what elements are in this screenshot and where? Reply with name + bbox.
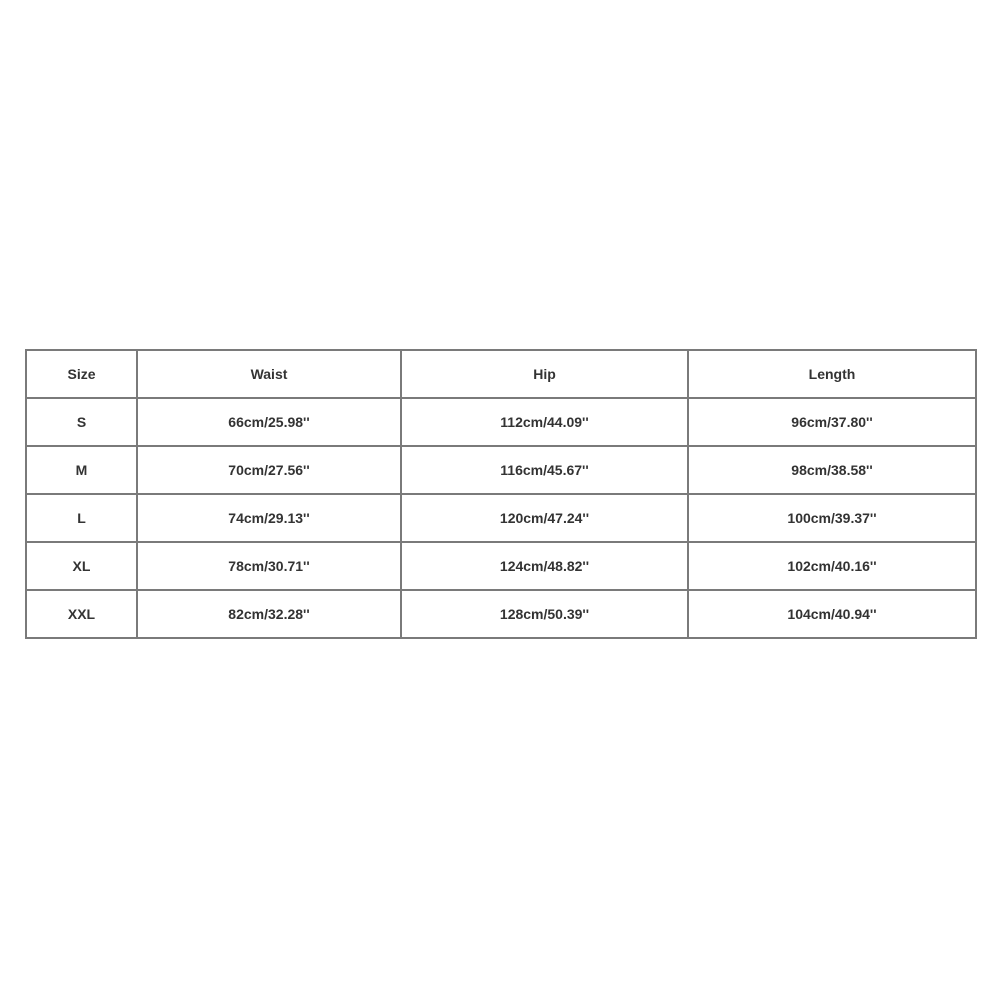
waist-cell: 70cm/27.56''	[137, 446, 401, 494]
hip-cell: 128cm/50.39''	[401, 590, 688, 638]
header-size: Size	[26, 350, 137, 398]
size-cell: XXL	[26, 590, 137, 638]
table-row	[26, 590, 976, 638]
waist-cell: 78cm/30.71''	[137, 542, 401, 590]
waist-cell: 82cm/32.28''	[137, 590, 401, 638]
size-chart-table	[25, 349, 977, 639]
hip-cell: 112cm/44.09''	[401, 398, 688, 446]
table-header-row	[26, 350, 976, 398]
hip-cell: 120cm/47.24''	[401, 494, 688, 542]
waist-cell: 66cm/25.98''	[137, 398, 401, 446]
length-cell: 96cm/37.80''	[688, 398, 976, 446]
header-waist: Waist	[137, 350, 401, 398]
header-hip: Hip	[401, 350, 688, 398]
table-row	[26, 494, 976, 542]
size-cell: L	[26, 494, 137, 542]
waist-cell: 74cm/29.13''	[137, 494, 401, 542]
size-cell: S	[26, 398, 137, 446]
size-cell: M	[26, 446, 137, 494]
header-length: Length	[688, 350, 976, 398]
length-cell: 104cm/40.94''	[688, 590, 976, 638]
hip-cell: 124cm/48.82''	[401, 542, 688, 590]
table-row	[26, 446, 976, 494]
hip-cell: 116cm/45.67''	[401, 446, 688, 494]
length-cell: 98cm/38.58''	[688, 446, 976, 494]
length-cell: 100cm/39.37''	[688, 494, 976, 542]
table-row	[26, 542, 976, 590]
length-cell: 102cm/40.16''	[688, 542, 976, 590]
size-cell: XL	[26, 542, 137, 590]
table-row	[26, 398, 976, 446]
